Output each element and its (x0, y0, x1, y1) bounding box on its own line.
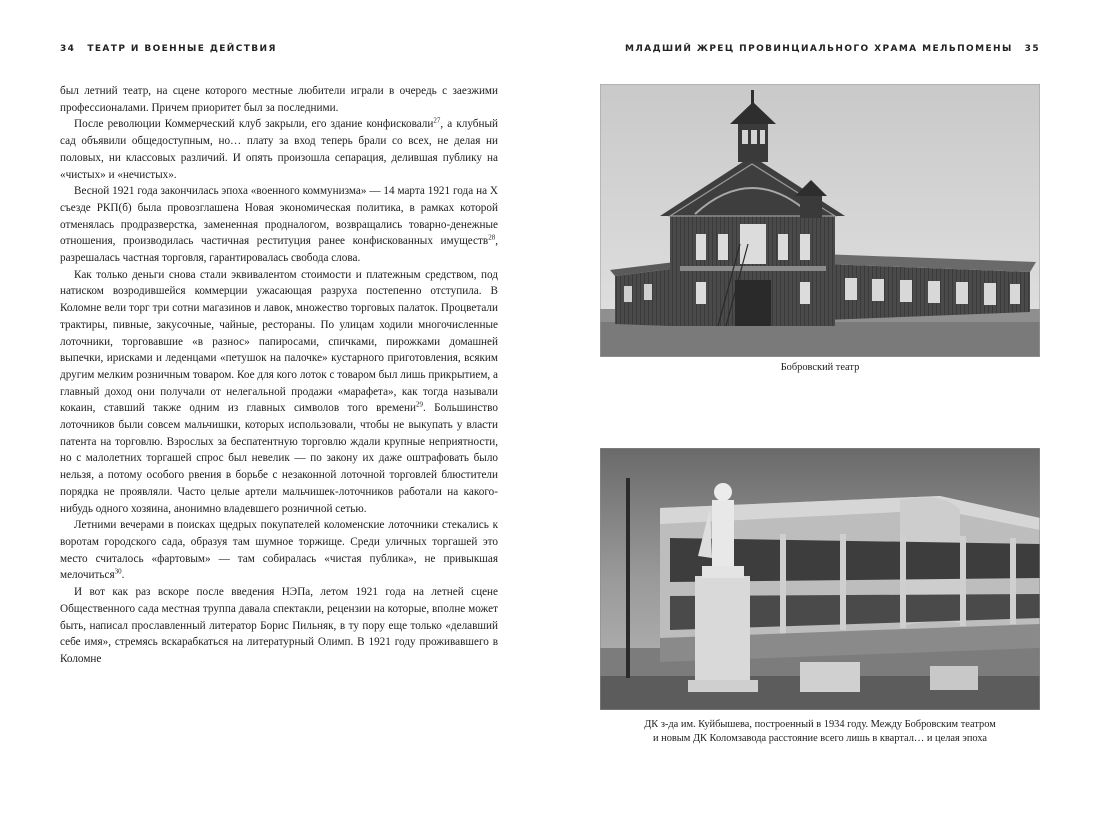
footnote-ref-28[interactable]: 28 (488, 233, 496, 242)
paragraph-4: Как только деньги снова стали эквивалентом стоимости и платежным средством, под натиском возродившейся коммерции ужасающая разруха постепенно отступила. В Коломне вели торг три сотни магазинов и лавок, множество торговых палаток. Процветали трактиры, пивные, закусочные, чайные, рестораны. По улицам ходили многочисленные лоточники, торговавшие «в разнос» папиросами, спичками, пирожками домашней выпечки, ирисками и леденцами «петушок на палочке» кустарного приготовления, всяким другим мелким розничным товаром. Кое для кого лоток с товаром был лишь прикрытием, а главный доход они получали от нелегальной продажи «марафета», как тогда называли кокаин, ставший также одним из главных символов того времени$^{29}$. Большинство лоточников были совсем мальчишки, которых использовали, чтобы не выкупать у власти патента на торговлю. Взрослых за беспатентную торговлю ждали крупные неприятности, но с малолетних торгашей спрос был невелик — по закону их даже оштрафовать было нельзя, а потому особого рвения в борьбе с незаконной лоточной торговлей блюстители порядка не проявляли. Часто целые артели мальчишек-лоточников работали на какого-нибудь одного хозяина, анонимно владевшего розничной сетью. (60, 268, 498, 515)
paragraph-5: Летними вечерами в поисках щедрых покупателей коломенские лоточники стекались к воротам городского сада, образуя там шумное торжище. Среди уличных торгашей это место считалось «фартовым» — там собиралась «чистая публика», не привыкшая мелочиться$^{30}$. (60, 519, 498, 582)
theater-photo-illustration (600, 84, 1040, 357)
paragraph-3: Весной 1921 года закончилась эпоха «военного коммунизма» — 14 марта 1921 года на X съезде РКП(б) была провозглашена Новая экономическая политика, в рамках которой отменялась продразверстка, замененная продналогом, возвращались товарно-денежные отношения, производилась частичная реституция ранее конфискованных имуществ$^{28}$, разрешалась частная торговля, гарантировалась свобода слова. (60, 185, 498, 265)
right-page-number: 35 (1024, 44, 1040, 54)
paragraph-6: И вот как раз вскоре после введения НЭПа, летом 1921 года на летней сцене Общественного сада местная труппа давала спектакли, рецензии на которые, вполне может быть, написал прославленный литератор Борис Пильняк, в ту пору еще только «делавший себе имя», стремясь вскарабкаться на литературный Олимп. В 1921 году проживавшего в Коломне (60, 586, 498, 665)
paragraph-1: был летний театр, на сцене которого местные любители играли в очередь с заезжими профессионалами. Причем приоритет был за последними. (60, 85, 498, 114)
right-running-head (625, 44, 1040, 54)
left-running-head (60, 44, 277, 54)
caption-kuibyshev-palace (600, 718, 1040, 746)
caption-line-1: ДК з-да им. Куйбышева, построенный в 1934 году. Между Бобровским театром (644, 719, 996, 730)
body-text (60, 83, 498, 668)
footnote-ref-29[interactable]: 29 (416, 400, 423, 409)
paragraph-2: После революции Коммерческий клуб закрыли, его здание конфисковали$^{27}$, а клубный сад объявили общедоступным, но… плату за вход теперь брали со всех, не делая ни половых, ни классовых различий. И опять произошла сепарация, делившая публику на «чистых» и «нечистых». (60, 116, 498, 181)
photo-kuibyshev-palace (600, 448, 1040, 710)
left-chapter-title: ТЕАТР И ВОЕННЫЕ ДЕЙСТВИЯ (87, 44, 277, 54)
caption-line-2: и новым ДК Коломзавода расстояние всего лишь в квартал… и целая эпоха (652, 733, 988, 744)
left-page-number: 34 (60, 44, 76, 54)
footnote-ref-27[interactable]: 27 (433, 116, 441, 125)
footnote-ref-30[interactable]: 30 (114, 567, 122, 576)
right-chapter-title: МЛАДШИЙ ЖРЕЦ ПРОВИНЦИАЛЬНОГО ХРАМА МЕЛЬПОМЕНЫ (624, 44, 1013, 54)
palace-photo-illustration (600, 448, 1040, 710)
photo-bobrovsky-theater (600, 84, 1040, 357)
caption-bobrovsky-theater: Бобровский театр (780, 362, 860, 373)
